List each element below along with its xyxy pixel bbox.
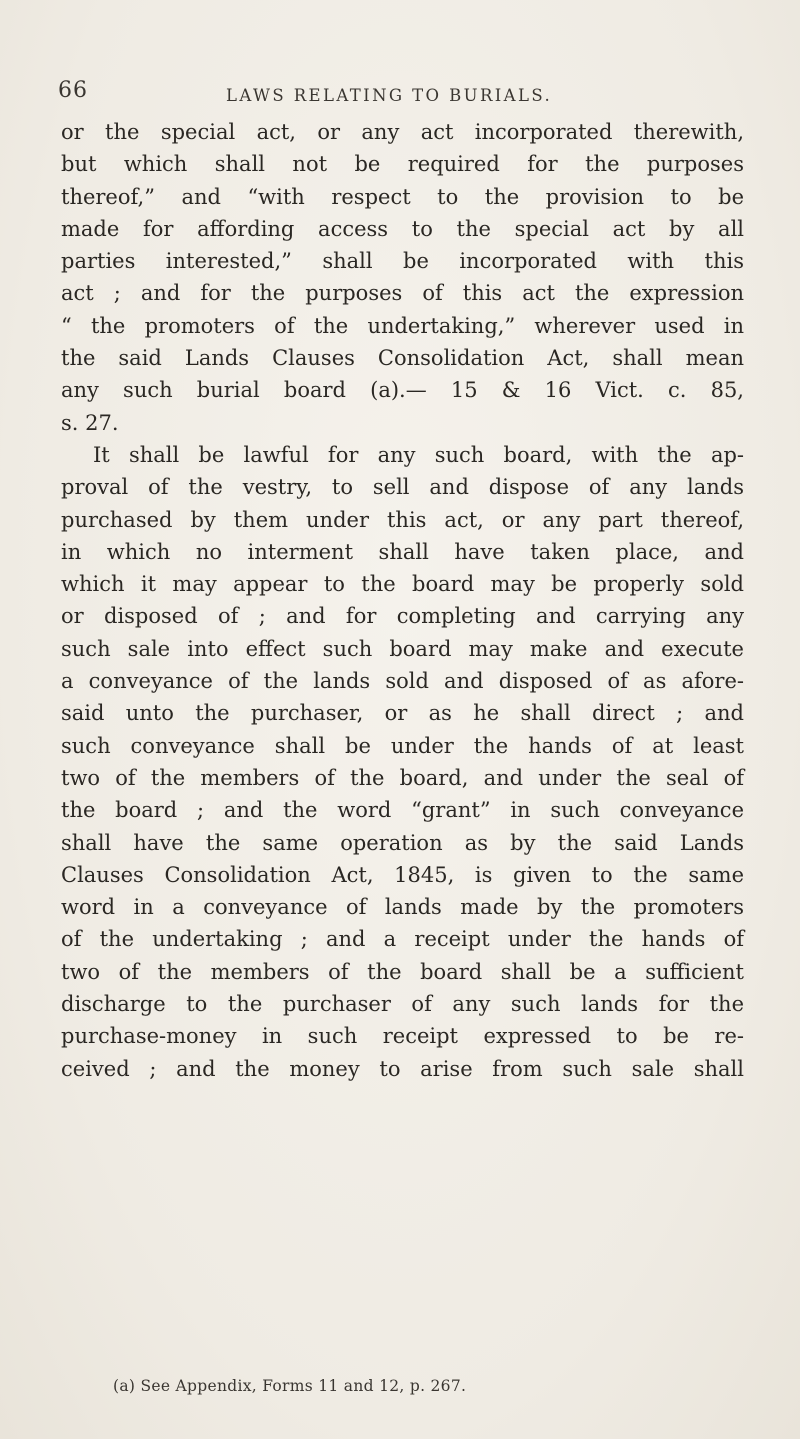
- text-line: made for affording access to the special act by all: [61, 216, 744, 241]
- text-line: discharge to the purchaser of any such lands for the: [61, 992, 744, 1017]
- page-header: [58, 78, 758, 118]
- text-line: s. 27.: [61, 410, 119, 435]
- text-line: purchased by them under this act, or any part thereof,: [61, 507, 744, 532]
- text-line: Clauses Consolidation Act, 1845, is given to the same: [61, 862, 744, 887]
- text-line: or the special act, or any act incorporated therewith,: [61, 120, 744, 144]
- text-line: purchase-money in such receipt expressed to be re-: [61, 1024, 744, 1049]
- text-line: shall have the same operation as by the said Lands: [61, 830, 744, 855]
- paragraph-start-line: It shall be lawful for any such board, with the ap-: [93, 442, 744, 467]
- text-line: ceived ; and the money to arise from such sale shall: [61, 1056, 744, 1081]
- text-line: said unto the purchaser, or as he shall direct ; and: [61, 701, 744, 726]
- text-line: act ; and for the purposes of this act the expression: [61, 281, 744, 306]
- body-text: [61, 116, 744, 1085]
- footnote: (a) See Appendix, Forms 11 and 12, p. 267.: [113, 1377, 467, 1395]
- text-line: of the undertaking ; and a receipt under the hands of: [61, 927, 744, 952]
- text-line: word in a conveyance of lands made by the promoters: [61, 895, 744, 920]
- text-line: which it may appear to the board may be properly sold: [61, 572, 744, 597]
- text-line: two of the members of the board shall be a sufficient: [61, 959, 744, 984]
- text-line: or disposed of ; and for completing and carrying any: [61, 604, 744, 629]
- text-line: such sale into effect such board may make and execute: [61, 636, 744, 661]
- text-line: in which no interment shall have taken place, and: [61, 539, 744, 564]
- text-line: the said Lands Clauses Consolidation Act, shall mean: [61, 346, 744, 371]
- running-title: LAWS RELATING TO BURIALS.: [226, 86, 553, 105]
- text-line: two of the members of the board, and under the seal of: [61, 765, 744, 790]
- text-line: but which shall not be required for the purposes: [61, 152, 744, 177]
- text-line: proval of the vestry, to sell and dispose of any lands: [61, 475, 744, 500]
- text-line: “ the promoters of the undertaking,” wherever used in: [61, 313, 744, 338]
- page-number: 66: [58, 78, 88, 103]
- text-line: the board ; and the word “grant” in such conveyance: [61, 798, 744, 823]
- text-line: thereof,” and “with respect to the provision to be: [61, 184, 744, 209]
- text-line: parties interested,” shall be incorporated with this: [61, 249, 744, 274]
- text-line: any such burial board (a).— 15 & 16 Vict. c. 85,: [61, 378, 744, 403]
- text-line: such conveyance shall be under the hands of at least: [61, 733, 744, 758]
- text-line: a conveyance of the lands sold and disposed of as afore-: [61, 669, 744, 694]
